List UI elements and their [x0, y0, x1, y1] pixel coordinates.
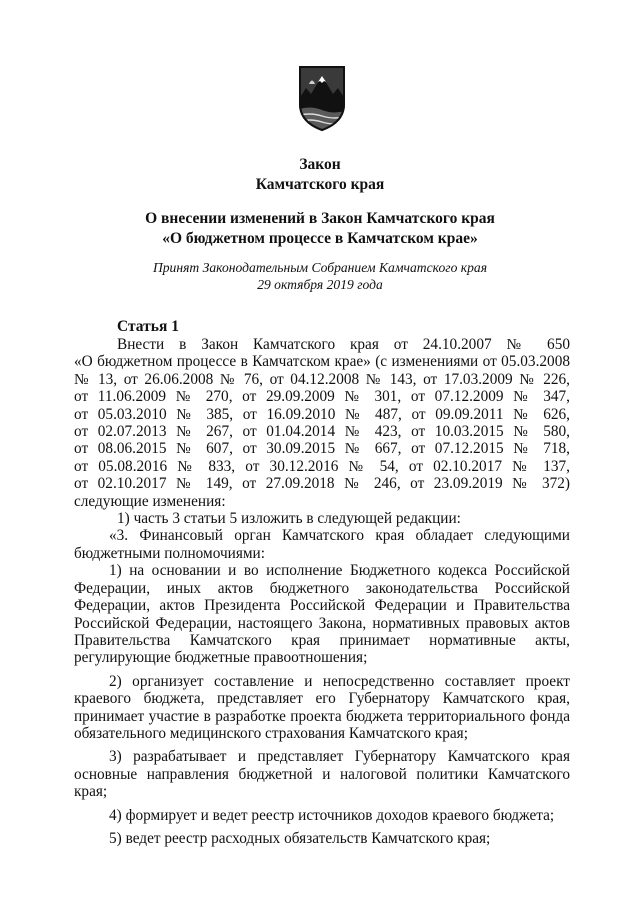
article-body — [74, 336, 570, 847]
adoption-note — [0, 259, 640, 293]
law-title-line: Закон — [299, 156, 341, 173]
text-line: от 05.08.2016 № 833, от 30.12.2016 № 54, от 02.10.2017 № 137, — [74, 457, 570, 475]
text-line: обязательного медицинского страхования Камчатского края; — [74, 724, 468, 742]
adoption-date: 29 октября 2019 года — [257, 277, 383, 292]
law-title — [0, 155, 640, 195]
text-line: № 13, от 26.06.2008 № 76, от 04.12.2008 № 143, от 17.03.2009 № 226, — [74, 370, 570, 388]
law-title-line: Камчатского края — [255, 176, 385, 193]
text-line: от 11.06.2009 № 270, от 29.09.2009 № 301, от 07.12.2009 № 347, — [74, 388, 570, 406]
kamchatka-coat-of-arms-icon — [297, 64, 347, 132]
article-heading: Статья 1 — [117, 318, 179, 335]
text-line: от 02.07.2013 № 267, от 01.04.2014 № 423, от 10.03.2015 № 580, — [74, 423, 570, 441]
text-line: Федерации, актов Президента Российской Федерации и Правительства — [74, 597, 570, 615]
text-line: регулирующие бюджетные правоотношения; — [74, 649, 368, 667]
law-subject — [0, 209, 640, 249]
text-line: 3) разрабатывает и представляет Губернатору Камчатского края — [109, 748, 570, 766]
text-line: от 05.03.2010 № 385, от 16.09.2010 № 487, от 09.09.2011 № 626, — [74, 405, 570, 423]
text-line: краевого бюджета, представляет его Губернатору Камчатского края, — [74, 690, 570, 708]
text-line: от 08.06.2015 № 607, от 30.09.2015 № 667, от 07.12.2015 № 718, — [74, 440, 570, 458]
text-line: Внести в Закон Камчатского края от 24.10.2007 № 650 — [117, 336, 570, 353]
text-line: Правительства Камчатского края принимает нормативные акты, — [74, 631, 570, 649]
adoption-note-line: Принят Законодательным Собранием Камчатского края — [152, 260, 488, 275]
text-line: 4) формирует и ведет реестр источников доходов краевого бюджета; — [109, 806, 555, 824]
text-line: «О бюджетном процессе в Камчатском крае» (с изменениями от 05.03.2008 — [74, 353, 570, 371]
text-line: «3. Финансовый орган Камчатского края обладает следующими — [109, 527, 570, 545]
text-line: следующие изменения: — [74, 492, 226, 510]
text-line: бюджетными полномочиями: — [74, 544, 265, 562]
text-line: Российской Федерации, настоящего Закона, нормативных правовых актов — [74, 614, 570, 632]
text-line: основные направления бюджетной и налоговой политики Камчатского — [74, 765, 570, 783]
text-line: 1) на основании и во исполнение Бюджетного кодекса Российской — [109, 562, 570, 580]
text-line: 2) организует составление и непосредственно составляет проект — [109, 672, 570, 690]
text-line: 1) часть 3 статьи 5 изложить в следующей редакции: — [117, 510, 461, 528]
law-subject-line: О внесении изменений в Закон Камчатского края — [145, 210, 495, 227]
text-line: от 02.10.2017 № 149, от 27.09.2018 № 246, от 23.09.2019 № 372) — [74, 475, 570, 493]
law-subject-line: «О бюджетном процессе в Камчатском крае» — [162, 230, 478, 247]
text-line: 5) ведет реестр расходных обязательств Камчатского края; — [109, 829, 491, 847]
text-line: края; — [74, 783, 108, 801]
text-line: Федерации, иных актов бюджетного законодательства Российской — [74, 579, 570, 597]
text-line: принимает участие в разработке проекта бюджета территориального фонда — [74, 707, 570, 725]
